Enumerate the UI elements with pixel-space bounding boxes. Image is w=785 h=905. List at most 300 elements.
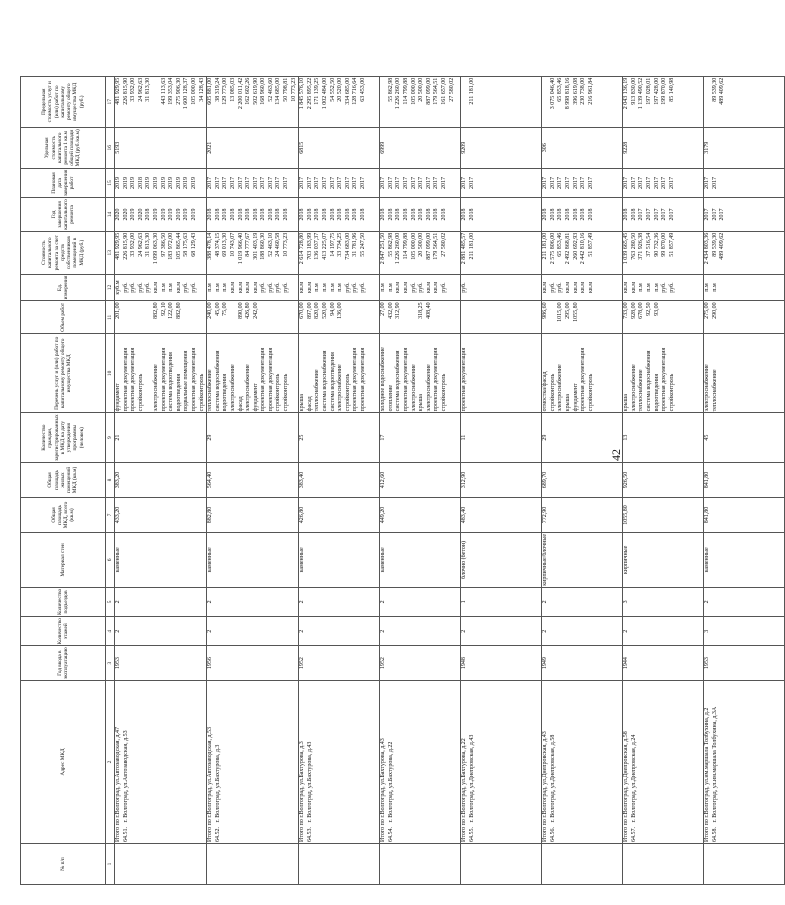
area-total-cell	[207, 497, 299, 532]
floors-text: 2	[115, 629, 121, 633]
unit-text: п.м п.м п.м кв.м кв.м кв.м кв.м руб. руб. руб. руб.	[207, 282, 290, 294]
unit-cost-text: 9209	[461, 141, 468, 154]
address-text: Итого по г.Волгоград, ул.Днепровская, д.58 64.57. г. Волгоград, ул.Днепровская, д.24	[623, 731, 637, 842]
volume-cell	[542, 301, 623, 334]
year-cell	[207, 646, 299, 681]
works-cell	[380, 334, 461, 413]
floors-text: 2	[542, 629, 549, 633]
floors-text: 2	[299, 629, 306, 633]
max-cost-text: 89 539,30 489 409,62	[711, 77, 726, 105]
residents-text: 29	[207, 434, 214, 441]
year-done-text: 2018 2018 2018 2018 2018 2018 2018 2018 2018 2018 2018	[207, 208, 290, 221]
table-row	[704, 76, 785, 884]
walls-cell	[115, 532, 207, 587]
volume-cell	[299, 301, 380, 334]
cost-text: 388 478,14 48 374,15 69 013,30 10 743,07 1 019 966,40 84 777,67 301 403,19 188 860,30 52 463,10 24 460,58 10 773,23	[207, 232, 290, 265]
address-cell	[704, 681, 785, 844]
walls-cell	[542, 532, 623, 587]
volume-text: 275,00 290,00	[704, 302, 718, 319]
column-number: 5	[106, 587, 115, 616]
plan-date-text: 2017 2017	[461, 177, 475, 190]
column-number: 13	[106, 231, 115, 274]
header-cell: Стоимость капитального ремонта за счет средств собственников помещений в МКД (руб.)	[21, 231, 106, 274]
floors-text: 3	[704, 629, 711, 633]
row-number	[542, 844, 623, 885]
header-cell: Год ввода в эксплуатацию	[21, 646, 106, 681]
header-cell: Общая площадь МКД, всего (кв.м)	[21, 497, 106, 532]
max-cost-cell	[623, 76, 704, 127]
walls-text: кирпичные	[623, 545, 630, 575]
column-number-row	[106, 76, 115, 884]
residents-text: 11	[461, 434, 468, 441]
header-cell: Ед. измерения	[21, 274, 106, 301]
area-living-text: 383,20	[115, 471, 121, 489]
area-total-text: 772,90	[542, 506, 549, 524]
address-cell	[461, 681, 542, 844]
plan-date-cell	[623, 168, 704, 197]
column-number: 16	[106, 127, 115, 168]
year-text: 1949	[542, 657, 549, 670]
floors-text: 2	[207, 629, 214, 633]
address-cell	[380, 681, 461, 844]
table-row	[380, 76, 461, 884]
area-total-text: 426,80	[299, 506, 306, 524]
unit-cost-cell	[542, 127, 623, 168]
cost-text: 1 039 665,45 763 280,50 371 926,38 37 516,54 90 732,36 99 870,00 51 857,49	[623, 232, 675, 265]
area-total-text: 483,40	[461, 506, 468, 524]
residents-cell	[704, 413, 785, 463]
row-number	[623, 844, 704, 885]
header-cell: Количество этажей	[21, 617, 106, 646]
cost-text: 2 434 803,36 89 539,30 489 409,62	[704, 232, 726, 265]
entrances-cell	[623, 587, 704, 616]
header-cell: Плановая дата завершения работ	[21, 168, 106, 197]
max-cost-cell	[461, 76, 542, 127]
table-header	[21, 76, 115, 884]
unit-cost-text: 2021	[207, 141, 214, 154]
walls-cell	[207, 532, 299, 587]
area-living-cell	[299, 462, 380, 497]
column-number: 6	[106, 532, 115, 587]
unit-text: руб.	[461, 282, 468, 293]
table-row	[623, 76, 704, 884]
works-cell	[207, 334, 299, 413]
row-number	[704, 844, 785, 885]
cost-cell	[704, 231, 785, 274]
unit-cell	[380, 274, 461, 301]
max-cost-text: 605 881,00 38 319,24 129 773,00 13 085,03 2 200 011,42 162 602,26 502 619,90 168 960,00 52 463,60 134 685,00 50 798,81 10 773,23	[207, 77, 297, 110]
area-living-text: 383,40	[299, 471, 306, 489]
year-text: 1956	[207, 657, 214, 670]
floors-text: 2	[623, 629, 630, 633]
unit-cost-text: 5193	[115, 141, 121, 154]
works-cell	[115, 334, 207, 413]
unit-cost-cell	[115, 127, 207, 168]
row-number	[115, 844, 207, 885]
area-total-text: 449,20	[380, 506, 387, 524]
year-done-cell	[542, 198, 623, 231]
row-number	[207, 844, 299, 885]
year-text: 1953	[115, 657, 121, 670]
max-cost-text: 211 181,00	[468, 77, 475, 105]
walls-text: каменные	[704, 547, 711, 573]
floors-cell	[299, 617, 380, 646]
table-row	[207, 76, 299, 884]
year-done-text: 2018 2018 2018 2018 2018 2018 2018 2018 2018	[299, 208, 366, 221]
unit-cell	[704, 274, 785, 301]
column-number: 17	[106, 76, 115, 127]
column-number: 10	[106, 334, 115, 413]
column-number: 11	[106, 301, 115, 334]
row-number	[299, 844, 380, 885]
area-living-text: 841,80	[704, 471, 711, 489]
volume-cell	[207, 301, 299, 334]
column-number: 3	[106, 646, 115, 681]
works-text: электроснабжение теплоснабжение	[704, 364, 718, 412]
area-total-text: 433,20	[115, 506, 121, 524]
area-living-cell	[623, 462, 704, 497]
max-cost-text: 1 845 576,10 2 295 895,22 171 139,25 1 002 484,00 54 552,50 20 520,00 334 685,00 128 716,64 63 453,00	[299, 77, 366, 110]
unit-text: кв.м руб. руб. кв.м кв.м кв.м кв.м	[542, 282, 594, 294]
year-cell	[704, 646, 785, 681]
works-text: проектная документация	[461, 347, 468, 412]
residents-cell	[207, 413, 299, 463]
unit-cost-text: 6999	[380, 141, 387, 154]
floors-cell	[704, 617, 785, 646]
max-cost-cell	[542, 76, 623, 127]
cost-cell	[115, 231, 207, 274]
cost-cell	[207, 231, 299, 274]
cost-text: 2 881 485,57 211 181,00	[461, 232, 475, 265]
unit-cell	[623, 274, 704, 301]
walls-text: каменные	[115, 547, 121, 573]
volume-text: 733,00 928,00 678,00 92,50 93,00	[623, 302, 660, 319]
walls-text: каменные	[207, 547, 214, 573]
unit-cost-cell	[623, 127, 704, 168]
volume-text: 986,60 1015,00 295,00 1055,80	[542, 302, 579, 322]
volume-cell	[623, 301, 704, 334]
area-living-text: 926,50	[623, 471, 630, 489]
year-done-cell	[461, 198, 542, 231]
year-done-text: 2018 2018 2018 2018 2018 2018 2018	[542, 208, 594, 221]
area-living-cell	[461, 462, 542, 497]
area-living-cell	[542, 462, 623, 497]
residents-text: 17	[380, 434, 387, 441]
floors-cell	[623, 617, 704, 646]
residents-cell	[380, 413, 461, 463]
max-cost-text: 481 929,95 226 815,90 33 932,00 24 962,63 31 813,30 443 113,63 199 353,04 275 906,30 1 600 128,37 105 000,00 34 128,43	[115, 77, 205, 110]
volume-text: 27,00 432,00 312,90 318,25 408,40	[380, 302, 432, 319]
year-done-cell	[299, 198, 380, 231]
unit-cost-text: 6815	[299, 141, 306, 154]
year-cell	[115, 646, 207, 681]
plan-date-text: 2017 2017 2017 2017 2017 2017 2017 2017 2017 2017 2017	[207, 177, 290, 190]
year-cell	[299, 646, 380, 681]
unit-cost-cell	[704, 127, 785, 168]
walls-cell	[380, 532, 461, 587]
residents-text: 13	[623, 434, 630, 441]
address-cell	[207, 681, 299, 844]
year-done-cell	[207, 198, 299, 231]
floors-cell	[380, 617, 461, 646]
max-cost-text: 55 862,98 1 226 260,00 114 799,88 105 000,00 20 500,00 887 099,00 179 564,51 161 657,00 27 580,02	[387, 77, 455, 110]
header-cell: Количество подъездов	[21, 587, 106, 616]
address-text: Итого по г.Волгоград, ул.Автозаводская, д.53 64.52. г. Волгоград, ул.Бахтурова, д.3	[207, 726, 221, 842]
entrances-text: 3	[623, 600, 630, 604]
plan-date-cell	[461, 168, 542, 197]
entrances-text: 1	[461, 600, 468, 604]
unit-text: куб.м руб. руб. руб. руб. кв.м п.м п.м кв.м руб. руб.	[115, 280, 197, 295]
entrances-cell	[115, 587, 207, 616]
unit-cost-text: 306	[542, 143, 549, 153]
area-living-text: 312,90	[461, 471, 468, 489]
plan-date-text: 2019 2019 2019 2018 2019 2019 2019 2019 2019 2019 2019	[115, 177, 197, 190]
area-living-cell	[704, 462, 785, 497]
column-number: 8	[106, 462, 115, 497]
max-cost-cell	[704, 76, 785, 127]
entrances-cell	[461, 587, 542, 616]
entrances-cell	[299, 587, 380, 616]
walls-text: кирпичные/блочные	[542, 533, 549, 586]
address-text: Итого по г.Волгоград, ул.Бахтурова, д.43 64.54. г. Волгоград, ул.Бахтурова, д.22	[380, 738, 394, 842]
area-total-cell	[542, 497, 623, 532]
max-cost-cell	[299, 76, 380, 127]
entrances-cell	[207, 587, 299, 616]
address-cell	[542, 681, 623, 844]
table-row	[542, 76, 623, 884]
max-cost-text: 3 075 046,40 65 853,46 8 998 818,16 396 619,08 230 738,00 216 961,84	[549, 77, 594, 110]
year-done-text: 2018 2018 2018 2018 2018 2018 2018 2018 2018	[380, 208, 447, 221]
year-done-cell	[704, 198, 785, 231]
area-total-cell	[623, 497, 704, 532]
works-text: теплоснабжение система водоснабжения водоотведения электроснабжение фасад электроснабжение фундамент проектная документация проектная документация стройконтроль стройконтроль	[207, 347, 290, 412]
address-cell	[299, 681, 380, 844]
floors-cell	[542, 617, 623, 646]
area-total-text: 882,80	[207, 506, 214, 524]
cost-cell	[623, 231, 704, 274]
header-row	[21, 76, 106, 884]
header-cell: № п/п	[21, 844, 106, 885]
works-cell	[299, 334, 380, 413]
max-cost-cell	[115, 76, 207, 127]
floors-text: 2	[461, 629, 468, 633]
column-number: 4	[106, 617, 115, 646]
year-done-text: 2018 2018 2017 2017 2017 2017 2017	[623, 208, 675, 221]
year-done-cell	[623, 198, 704, 231]
entrances-cell	[542, 587, 623, 616]
column-number: 7	[106, 497, 115, 532]
walls-text: каменные	[299, 547, 306, 573]
residents-text: 29	[542, 434, 549, 441]
residents-cell	[299, 413, 380, 463]
residents-text: 21	[115, 434, 121, 441]
year-text: 1948	[461, 657, 468, 670]
area-living-text: 564,40	[207, 471, 214, 489]
volume-cell	[115, 301, 207, 334]
volume-cell	[704, 301, 785, 334]
works-cell	[623, 334, 704, 413]
floors-cell	[207, 617, 299, 646]
cost-text: 481 929,95 226 815,90 33 932,00 24 962,63 31 813,30 1 099 063,30 97 386,50 183 972,00 105 865,44 58 175,63 68 129,43	[115, 232, 197, 265]
year-text: 1952	[380, 657, 387, 670]
unit-cost-cell	[299, 127, 380, 168]
area-total-cell	[461, 497, 542, 532]
works-cell	[542, 334, 623, 413]
entrances-text: 2	[704, 600, 711, 604]
walls-cell	[704, 532, 785, 587]
header-cell: Объем работ	[21, 301, 106, 334]
residents-cell	[542, 413, 623, 463]
works-text: крыша электроснабжение теплоснабжение система водоснабжения водоотведения проектная документация стройконтроль	[623, 347, 675, 412]
unit-cost-text: 9228	[623, 141, 630, 154]
table-row	[115, 76, 207, 884]
works-cell	[704, 334, 785, 413]
column-number: 12	[106, 274, 115, 301]
plan-date-text: 2017 2017 2017 2017 2017 2017 2017 2017 2017	[299, 177, 366, 190]
residents-cell	[461, 413, 542, 463]
header-cell: Материал стен	[21, 532, 106, 587]
unit-text: кв.м кв.м п.м п.м п.м п.м руб. руб. руб.	[299, 282, 366, 294]
entrances-text: 2	[380, 600, 387, 604]
table-row	[461, 76, 542, 884]
works-text: фундамент проектная документация проектная документация стройконтроль электроснабжение проектная документация система водоотведения водоотведения подвальные помещения проектная документация стройконтроль	[115, 347, 205, 412]
works-cell	[461, 334, 542, 413]
unit-text: п.м п.м кв.м кв.м руб. руб. кв.м кв.м руб.	[380, 282, 447, 294]
entrances-cell	[380, 587, 461, 616]
entrances-text: 2	[115, 600, 121, 604]
header-cell: Год завершения капитального ремонта	[21, 198, 106, 231]
plan-date-cell	[115, 168, 207, 197]
header-cell: Перечень услуг и (или) работ по капитальному ремонту общего имущества МКД	[21, 334, 106, 413]
address-text: Итого по г.Волгоград, ул.им.маршала Толбухина, д.2 64.58. г. Волгоград, ул.им.маршала Толбухина, д.3А	[704, 706, 718, 842]
entrances-text: 2	[542, 600, 549, 604]
year-text: 1953	[704, 657, 711, 670]
area-total-text: 1055,80	[623, 505, 630, 525]
works-text: холодное водоснабжение отопление система водоснабжения проектная документация электроснабжение крыша электроснабжение проектная документация стройконтроль	[380, 347, 447, 412]
year-cell	[542, 646, 623, 681]
entrances-text: 2	[207, 600, 214, 604]
address-text: Итого по г.Волгоград, ул.Автозаводская, д.47 64.51. г. Волгоград, ул.Автозаводская, д.53	[115, 726, 129, 842]
year-cell	[461, 646, 542, 681]
column-number: 1	[106, 844, 115, 885]
area-living-cell	[380, 462, 461, 497]
plan-date-cell	[380, 168, 461, 197]
header-cell: Предельная стоимость услуг и (или) работ по капитальному ремонту общего имущества МКД (руб.)	[21, 76, 106, 127]
residents-cell	[115, 413, 207, 463]
year-cell	[380, 646, 461, 681]
area-living-text: 412,60	[380, 471, 387, 489]
walls-cell	[623, 532, 704, 587]
residents-text: 25	[299, 434, 306, 441]
column-number: 14	[106, 198, 115, 231]
address-text: Итого по г.Волгоград, ул.Днепровская, д.43 64.56. г. Волгоград, ул.Днепровская, д.58	[542, 731, 556, 842]
works-text: отмостка/фасад стройконтроль электроснабжение крыша фундамент проектная документация стройконтроль	[542, 347, 594, 412]
year-done-text: 2017 2017 2017	[704, 208, 726, 221]
page-number: 42	[609, 449, 623, 461]
unit-cost-cell	[380, 127, 461, 168]
column-number: 2	[106, 681, 115, 844]
entrances-cell	[704, 587, 785, 616]
header-cell: Удельная стоимость капитального ремонта 1 кв.м общей площади МКД (руб./кв.м)	[21, 127, 106, 168]
plan-date-cell	[542, 168, 623, 197]
address-text: Итого по г.Волгоград, ул.Бахтурова, д.3 64.53. г. Волгоград, ул.Бахтурова, д.43	[299, 741, 313, 842]
works-text: крыша фасад теплоснабжение система водоснабжения система водоотведения электроснабжение стройконтроль проектная документация проектная документация	[299, 347, 366, 412]
plan-date-cell	[299, 168, 380, 197]
volume-cell	[380, 301, 461, 334]
area-total-cell	[704, 497, 785, 532]
unit-cost-text: 3179	[704, 141, 711, 154]
area-living-cell	[207, 462, 299, 497]
capital-repair-table	[20, 76, 785, 885]
unit-cell	[207, 274, 299, 301]
row-number	[461, 844, 542, 885]
cost-cell	[461, 231, 542, 274]
year-text: 1952	[299, 657, 306, 670]
area-living-cell	[115, 462, 207, 497]
address-cell	[115, 681, 207, 844]
area-living-text: 689,70	[542, 471, 549, 489]
year-done-text: 2020 2020 2019 2020 2018 2019 2019 2019 2019 2019 2019	[115, 208, 197, 221]
walls-cell	[299, 532, 380, 587]
year-cell	[623, 646, 704, 681]
area-total-cell	[299, 497, 380, 532]
max-cost-text: 2 043 136,19 913 830,00 1 139 490,52 197 028,01 197 428,00 199 870,00 85 140,98	[623, 77, 675, 110]
walls-text: каменные	[380, 547, 387, 573]
table-row	[299, 76, 380, 884]
address-text: Итого по г.Волгоград, ул.Бахтурова, д.22 64.55. г. Волгоград, ул.Днепровская, д.43	[461, 734, 475, 842]
plan-date-cell	[704, 168, 785, 197]
entrances-text: 2	[299, 600, 306, 604]
year-done-cell	[115, 198, 207, 231]
cost-text: 2 847 251,50 55 862,98 1 226 260,00 114 799,88 105 000,00 20 500,00 887 099,00 179 564,51 27 580,02	[380, 232, 447, 265]
plan-date-text: 2017 2017 2017 2017 2017 2017 2017	[542, 177, 594, 190]
cost-text: 211 181,00 2 575 806,00 65 853,46 2 492 868,81 260 692,93 2 442 810,16 51 857,49	[542, 232, 594, 265]
max-cost-cell	[380, 76, 461, 127]
cost-cell	[380, 231, 461, 274]
unit-text: п.м п.м	[704, 283, 718, 292]
cost-text: 2 614 728,80 703 183,99 136 037,37 413 225,07 14 197,75 33 734,25 734 683,00 31 781,96 55 247,50	[299, 232, 366, 265]
walls-cell	[461, 532, 542, 587]
volume-text: 240,00 45,00 75,00 890,00 426,80 242,00	[207, 302, 259, 319]
volume-cell	[461, 301, 542, 334]
floors-cell	[461, 617, 542, 646]
area-total-cell	[380, 497, 461, 532]
floors-cell	[115, 617, 207, 646]
header-cell: Адрес МКД	[21, 681, 106, 844]
column-number: 15	[106, 168, 115, 197]
area-total-text: 841,80	[704, 506, 711, 524]
header-cell: Общая площадь жилых помещений МКД (кв.м)	[21, 462, 106, 497]
address-cell	[623, 681, 704, 844]
plan-date-cell	[207, 168, 299, 197]
area-total-cell	[115, 497, 207, 532]
unit-cost-cell	[461, 127, 542, 168]
year-done-cell	[380, 198, 461, 231]
column-number: 9	[106, 413, 115, 463]
unit-cost-cell	[207, 127, 299, 168]
header-cell: Количество граждан, зарегистрированных в МКД на дату утверждения программы (человек)	[21, 413, 106, 463]
cost-cell	[299, 231, 380, 274]
year-done-text: 2018 2018	[461, 208, 475, 221]
table-body	[115, 76, 785, 884]
unit-cell	[299, 274, 380, 301]
year-text: 1944	[623, 657, 630, 670]
walls-text: блочно (бетон)	[461, 540, 468, 579]
volume-text: 201,00 882,80 92,10 122,00 882,80	[115, 302, 182, 319]
plan-date-text: 2017 2017 2017 2017 2017 2017 2017	[623, 177, 675, 190]
unit-cell	[115, 274, 207, 301]
unit-cell	[542, 274, 623, 301]
